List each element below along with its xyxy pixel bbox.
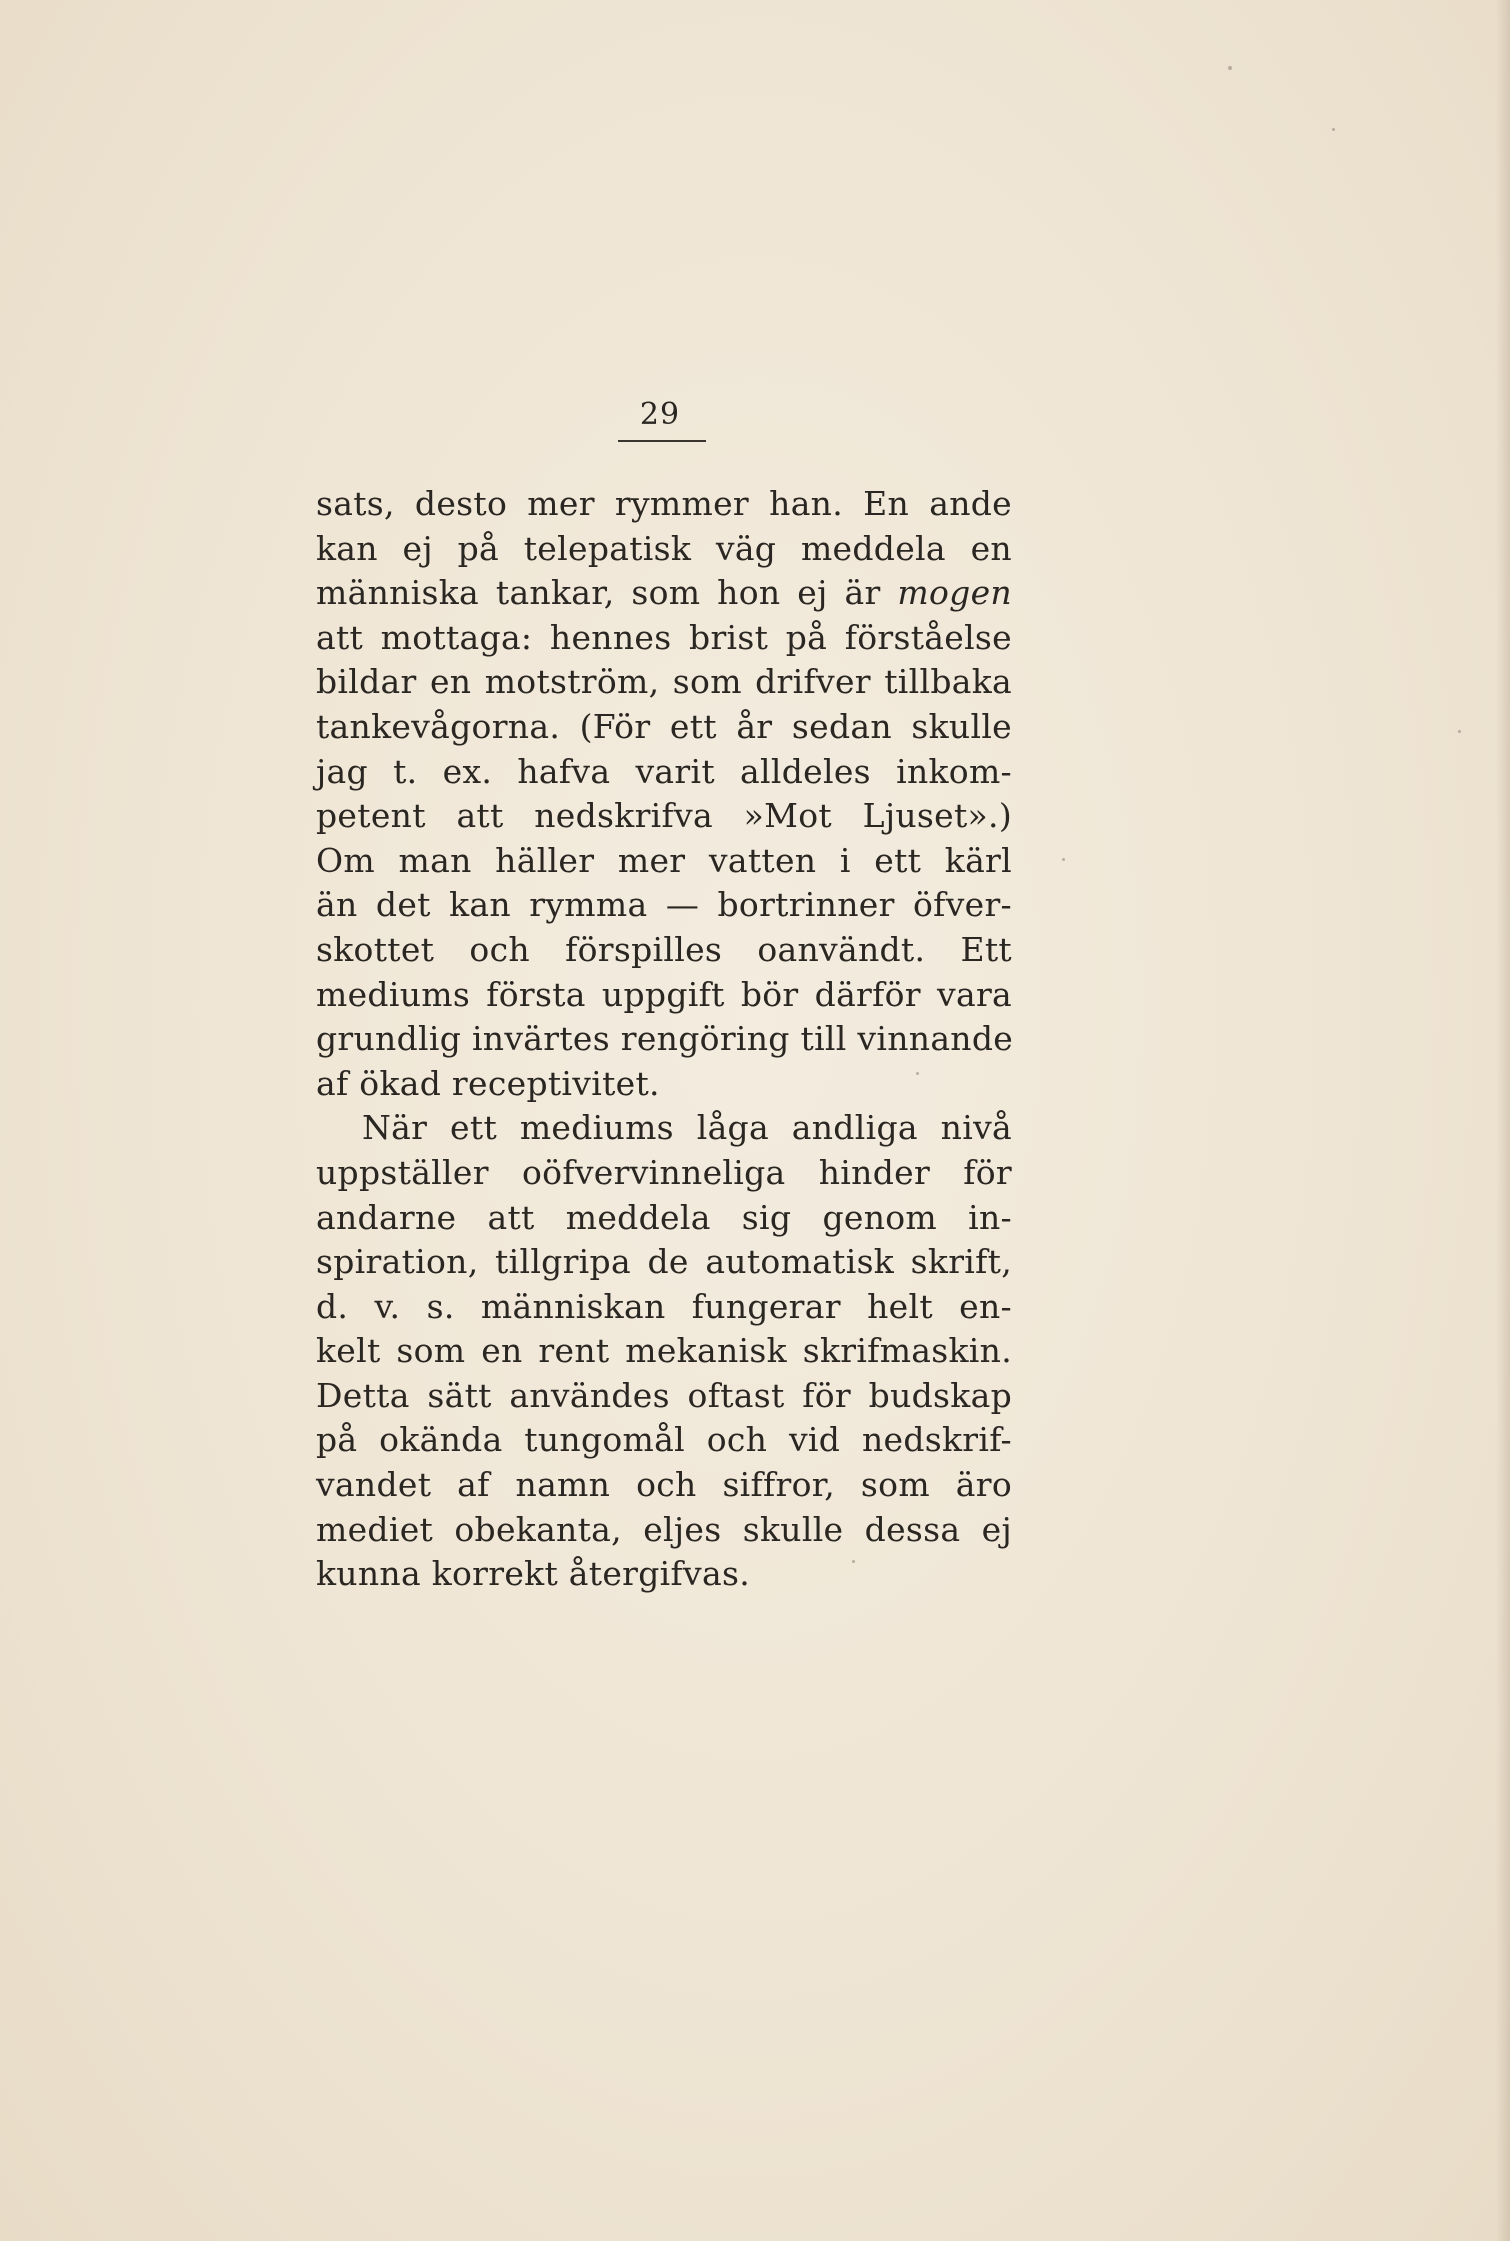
text-line: kunna korrekt återgifvas.	[316, 1554, 750, 1594]
body-text	[316, 482, 1012, 1597]
text-line: petent att nedskrifva »Mot Ljuset».)	[316, 796, 1012, 836]
text-line: När ett mediums låga andliga nivå	[362, 1108, 1012, 1148]
page-number: 29	[639, 397, 681, 432]
text-line: än det kan rymma — bortrinner öfver-	[316, 885, 1012, 925]
text-line: kan ej på telepatisk väg meddela en	[316, 528, 1012, 568]
text-line: af ökad receptivitet.	[316, 1063, 660, 1103]
text-line: att mottaga: hennes brist på förståelse	[316, 617, 1012, 657]
text-line: Om man häller mer vatten i ett kärl	[316, 840, 1012, 880]
text-line: på okända tungomål och vid nedskrif-	[316, 1420, 1012, 1460]
text-line: d. v. s. människan fungerar helt en-	[316, 1286, 1012, 1326]
text-line: andarne att meddela sig genom in-	[316, 1197, 1012, 1237]
text-line: jag t. ex. hafva varit alldeles inkom-	[316, 751, 1012, 791]
text-line: bildar en motström, som drifver tillbaka	[316, 662, 1012, 702]
text-line: grundlig invärtes rengöring till vinnande	[316, 1019, 1014, 1059]
text-line: mediet obekanta, eljes skulle dessa ej	[316, 1509, 1012, 1549]
text-line: mediums första uppgift bör därför vara	[316, 974, 1012, 1014]
text-line: kelt som en rent mekanisk skrifmaskin.	[316, 1331, 1012, 1371]
paper-speck	[1062, 858, 1065, 861]
text-line: Detta sätt användes oftast för budskap	[316, 1375, 1012, 1415]
text-line: sats, desto mer rymmer han. En ande	[316, 484, 1012, 523]
text-line: uppställer oöfvervinneliga hinder för	[316, 1152, 1012, 1192]
italic-word: mogen	[897, 573, 1012, 613]
text-line: skottet och förspilles oanvändt. Ett	[316, 929, 1012, 969]
text-line: vandet af namn och siffror, som äro	[316, 1465, 1012, 1505]
page-number-underline	[618, 440, 706, 442]
paper-speck	[852, 1560, 855, 1563]
text-line: tankevågorna. (För ett år sedan skulle	[316, 706, 1012, 746]
text-line	[316, 571, 1012, 616]
paper-speck	[916, 1072, 919, 1075]
paper-speck	[1458, 730, 1461, 733]
text-segment: människa tankar, som hon ej är	[316, 573, 898, 613]
paper-speck	[1228, 66, 1232, 70]
text-line: spiration, tillgripa de automatisk skrift,	[316, 1242, 1012, 1282]
page-edge-shadow	[1496, 0, 1510, 2241]
paper-speck	[1332, 128, 1335, 131]
